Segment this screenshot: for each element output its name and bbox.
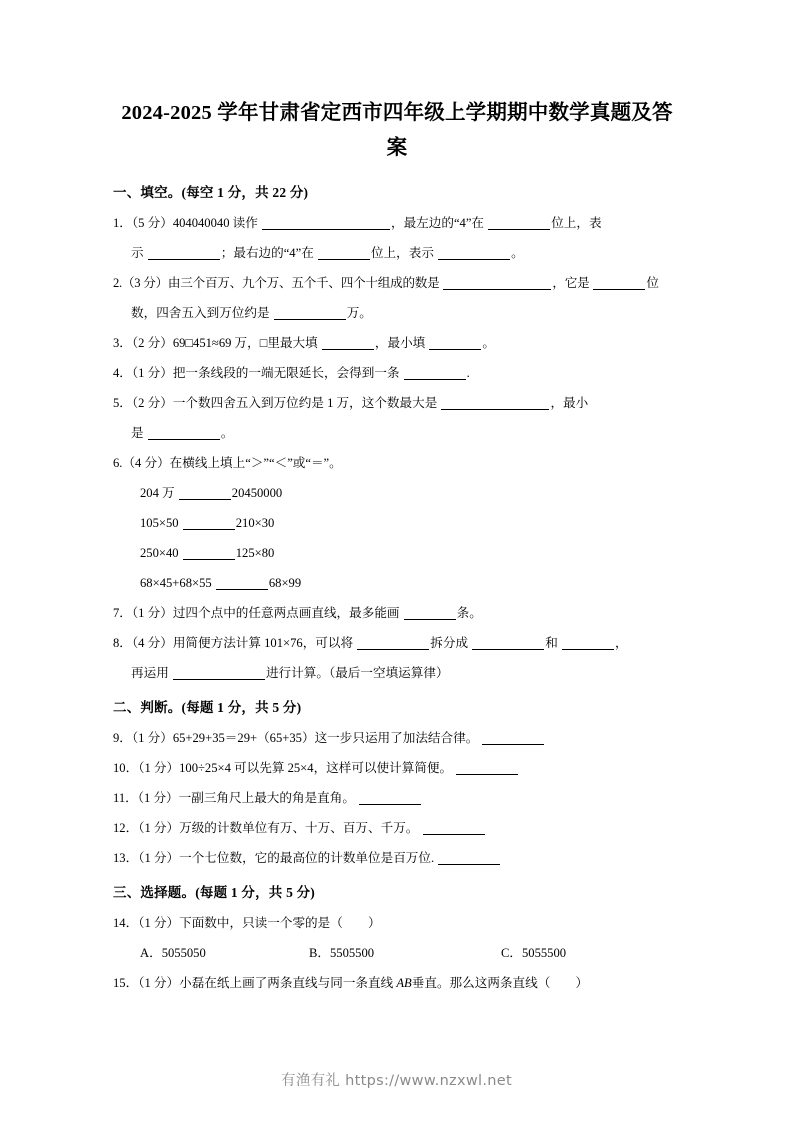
question-10-text: 10．（1 分）100÷25×4 可以先算 25×4，这样可以使计算简便。 [113,761,453,775]
question-3-blank-1[interactable] [322,336,374,350]
question-4-blank-1[interactable] [404,366,466,380]
question-2-line-2 [113,298,681,328]
question-6-compare-right-3: 125×80 [235,546,275,560]
question-11 [113,783,681,813]
question-1-text-e: ；最右边的“4”在 [220,246,314,260]
question-5-text-b: ，最小 [550,396,589,410]
question-6-compare-left-1: 204 万 [140,486,175,500]
section-heading-fill-in-blank: 一、填空。(每空 1 分，共 22 分) [113,185,309,200]
question-13-text: 13．（1 分）一个七位数，它的最高位的计数单位是百万位. [113,851,435,865]
question-15-text-a: 15．（1 分）小磊在纸上画了两条直线与同一条直线 [113,976,397,990]
question-14-option-c[interactable]: C．5055500 [501,946,567,960]
page-title: 2024-2025 学年甘肃省定西市四年级上学期期中数学真题及答案 [121,102,673,159]
question-15 [113,968,681,998]
question-6-comparison-row [113,538,681,568]
page-content [113,96,681,998]
question-1-blank-3[interactable] [148,246,220,260]
question-3-text-b: ，最小填 [374,336,426,350]
question-2-blank-3[interactable] [274,306,346,320]
question-8-line-2 [113,658,681,688]
question-10-blank[interactable] [456,761,518,775]
question-14-options [113,938,681,968]
question-2-text-b: ，它是 [552,276,590,290]
question-7 [113,598,681,628]
question-8-line-1 [113,628,681,658]
question-1-line-2 [113,238,681,268]
question-3-text-c: 。 [482,336,496,350]
question-5-line-2 [113,418,681,448]
question-6-compare-right-1: 20450000 [231,486,283,500]
question-1-text-d: 示 [131,246,144,260]
question-5-blank-1[interactable] [441,396,549,410]
question-7-blank-1[interactable] [404,606,456,620]
question-12-text: 12．（1 分）万级的计数单位有万、十万、百万、千万。 [113,821,419,835]
question-15-line-label: AB [396,976,412,990]
question-1-text-a: 1．（5 分）404040040 读作 [113,216,258,230]
question-2-text-d: 数，四舍五入到万位约是 [131,306,270,320]
question-14-option-a[interactable]: A．5055050 [140,946,206,960]
question-1-line-1 [113,208,681,238]
question-6-compare-left-3: 250×40 [140,546,179,560]
question-11-blank[interactable] [359,791,421,805]
question-8-blank-1[interactable] [357,636,429,650]
question-14-text: 14．（1 分）下面数中，只读一个零的是（ ） [113,916,381,930]
question-5-text-c: 是 [131,426,144,440]
question-5-blank-2[interactable] [148,426,220,440]
question-1-text-f: 位上，表示 [370,246,434,260]
question-8-text-a: 8．（4 分）用简便方法计算 101×76，可以将 [113,636,354,650]
question-6-blank-2[interactable] [183,516,235,530]
question-9-blank[interactable] [482,731,544,745]
question-6-blank-1[interactable] [179,486,231,500]
question-2-blank-1[interactable] [443,276,551,290]
question-13-blank[interactable] [438,851,500,865]
question-10 [113,753,681,783]
question-8-blank-3[interactable] [562,636,614,650]
footer-watermark: 有渔有礼 https://www.nzxwl.net [281,1073,512,1089]
question-6-blank-4[interactable] [216,576,268,590]
question-3 [113,328,681,358]
question-12-blank[interactable] [423,821,485,835]
question-6 [113,448,681,478]
question-5-text-d: 。 [220,426,234,440]
question-1-blank-1[interactable] [262,216,390,230]
question-1-blank-4[interactable] [318,246,370,260]
question-5-text-a: 5．（2 分）一个数四舍五入到万位约是 1 万，这个数最大是 [113,396,438,410]
question-1-text-g: 。 [511,246,524,260]
question-4-text-a: 4．（1 分）把一条线段的一端无限延长，会得到一条 [113,366,400,380]
question-6-blank-3[interactable] [183,546,235,560]
question-3-blank-2[interactable] [429,336,481,350]
question-8-blank-2[interactable] [472,636,544,650]
question-7-text-b: 条。 [456,606,482,620]
question-2-text-e: 万。 [346,306,372,320]
question-15-text-b: 垂直。那么这两条直线（ ） [411,976,589,990]
section-heading-multiple-choice: 三、选择题。(每题 1 分，共 5 分) [113,885,315,900]
question-4-text-b: . [466,366,470,380]
question-8-text-b: 拆分成 [430,636,469,650]
question-6-comparison-row [113,508,681,538]
question-1-blank-5[interactable] [438,246,510,260]
question-8-text-d: ， [614,636,628,650]
question-6-comparison-row [113,568,681,598]
question-9 [113,723,681,753]
question-2-text-c: 位 [646,276,659,290]
question-5-line-1 [113,388,681,418]
question-3-text-a: 3．（2 分）69□451≈69 万，□里最大填 [113,336,318,350]
question-6-compare-left-2: 105×50 [140,516,179,530]
question-2-line-1 [113,268,681,298]
question-9-text: 9．（1 分）65+29+35＝29+（65+35）这一步只运用了加法结合律。 [113,731,479,745]
question-8-text-f: 进行计算。（最后一空填运算律） [265,666,449,680]
question-2-text-a: 2.（3 分）由三个百万、九个万、五个千、四个十组成的数是 [113,276,440,290]
question-6-comparison-row [113,478,681,508]
section-heading-true-false: 二、判断。(每题 1 分，共 5 分) [113,700,302,715]
question-4 [113,358,681,388]
question-8-text-c: 和 [545,636,558,650]
question-6-compare-right-4: 68×99 [268,576,302,590]
question-1-blank-2[interactable] [488,216,550,230]
question-14-option-b[interactable]: B．5505500 [309,946,375,960]
question-14 [113,908,681,938]
question-7-text-a: 7．（1 分）过四个点中的任意两点画直线，最多能画 [113,606,400,620]
question-11-text: 11．（1 分）一副三角尺上最大的角是直角。 [113,791,355,805]
question-12 [113,813,681,843]
question-13 [113,843,681,873]
question-8-text-e: 再运用 [131,666,169,680]
question-8-blank-4[interactable] [173,666,265,680]
question-2-blank-2[interactable] [593,276,645,290]
question-6-text-a: 6.（4 分）在横线上填上“＞”“＜”或“＝”。 [113,456,342,470]
question-6-compare-right-2: 210×30 [235,516,275,530]
question-1-text-b: ，最左边的“4”在 [390,216,485,230]
question-1-text-c: 位上，表 [551,216,602,230]
question-6-compare-left-4: 68×45+68×55 [140,576,212,590]
